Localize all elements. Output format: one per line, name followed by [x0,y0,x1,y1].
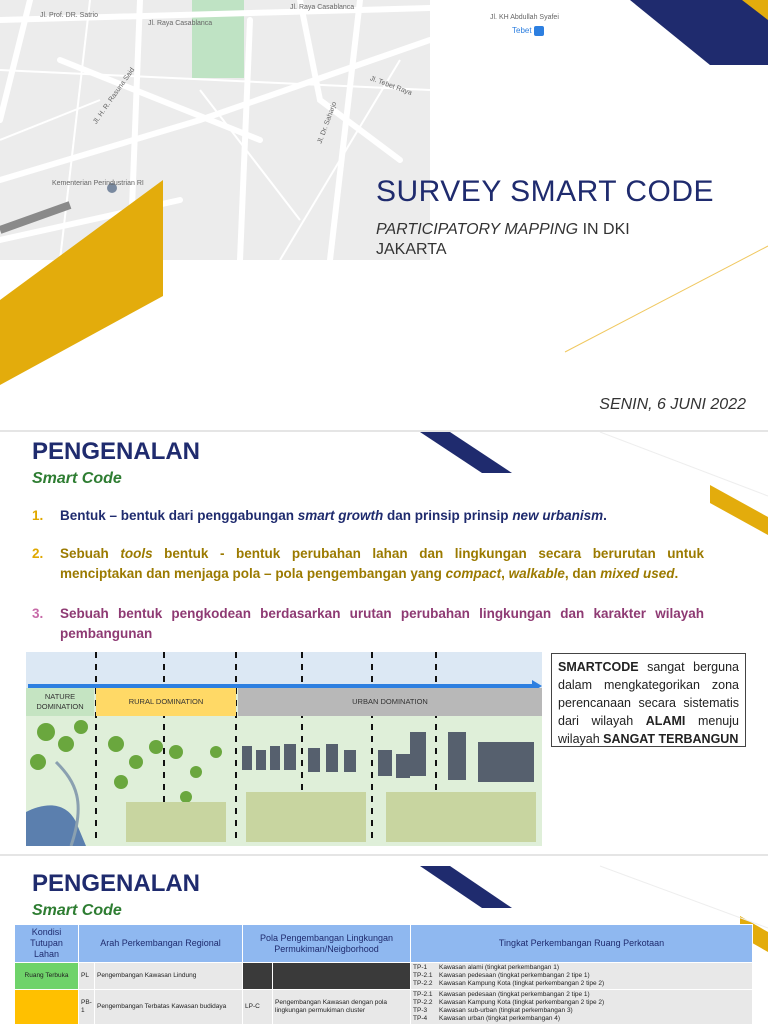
list-item: 2. Sebuah tools bentuk - bentuk perubahan lahan dan lingkungan secara berurutan untuk menciptakan dan menjaga pola – pola pengembangan yang compact, walkable, dan mixed used. [32,546,704,581]
subtitle-rest: IN DKI JAKARTA [376,221,630,258]
slide-subtitle: Smart Code [32,470,122,487]
list-item: 3. Sebuah bentuk pengkodean berdasarkan urutan perubahan lingkungan dan karakter wilayah pembangunan [32,606,704,641]
zone-urban: URBAN DOMINATION [238,688,542,716]
map-label-station: Tebet [512,26,532,35]
list-item: 1. Bentuk – bentuk dari penggabungan smart growth dan prinsip prinsip new urbanism. [32,506,704,526]
cell-empty [243,963,273,990]
cell-arah: Pengembangan Terbatas Kawasan budidaya [95,990,243,1024]
item-number: 3. [32,606,44,621]
intro-slide [0,432,768,854]
header-tingkat: Tingkat Perkembangan Ruang Perkotaan [411,925,753,963]
cell-tingkat: TP-1 Kawasan alami (tingkat perkembangan 1) TP-2.1 Kawasan pedesaan (tingkat perkembangan 2 tipe 1) TP-2.2 Kawasan Kampung Kota (tingkat perkembangan 2 tipe 2) [411,963,753,990]
cell-kondisi [15,990,79,1024]
map-label-street: Jl. H. R. Rasuna Said [92,66,137,126]
map-label-street: Jl. Raya Casablanca [148,20,213,27]
map-label-street: Jl. KH Abdullah Syafei [490,14,559,21]
header-arah: Arah Perkembangan Regional [79,925,243,963]
table-header-row [15,925,753,963]
cell-pola: Pengembangan Kawasan dengan pola lingkungan permukiman cluster [273,990,411,1024]
subtitle-italic: PARTICIPATORY MAPPING [376,221,579,238]
map-label-street: Jl. Prof. DR. Satrio [40,12,98,19]
classification-slide [0,856,768,1024]
cell-code: PL [79,963,95,990]
cell-empty [273,963,411,990]
slide-subtitle: Smart Code [32,902,122,919]
cover-date: SENIN, 6 JUNI 2022 [599,396,746,413]
map-label-street: Jl. Tebet Raya [368,75,413,97]
transect-diagram [26,652,542,846]
slide-title: PENGENALAN [32,870,201,897]
cell-kondisi: Ruang Terbuka [15,963,79,990]
decorative-shapes [0,0,768,430]
zone-bar [26,688,542,716]
cell-code: PB-1 [79,990,95,1024]
zone-rural: RURAL DOMINATION [96,688,236,716]
table-row [15,963,753,990]
cell-tingkat: TP-2.1 Kawasan pedesaan (tingkat perkembangan 2 tipe 1) TP-2.2 Kawasan Kampung Kota (tingkat perkembangan 2 tipe 2) TP-3 Kawasan sub-urban (tingkat perkembangan 3) TP-4 Kawasan urban (tingkat perkembangan 4) [411,990,753,1024]
cell-arah: Pengembangan Kawasan Lindung [95,963,243,990]
smartcode-table [14,924,753,1024]
header-pola: Pola Pengembangan Lingkungan Permukiman/Neigborhood [243,925,411,963]
cover-slide [0,0,768,430]
item-number: 1. [32,508,44,523]
cover-title: SURVEY SMART CODE [376,175,715,208]
transect-illustration [26,652,542,846]
map-label-street: Jl. Dr. Saharjo [316,100,339,145]
zone-nature: NATURE DOMINATION [26,688,94,716]
cover-subtitle [376,220,666,260]
table-row [15,990,753,1024]
smartcode-info-box: SMARTCODE sangat berguna dalam mengkategorikan zona perencanaan secara sistematis dari wilayah ALAMI menuju wilayah SANGAT TERBANGUN [551,653,746,747]
header-kondisi: Kondisi Tutupan Lahan [15,925,79,963]
map-label-street: Jl. Raya Casablanca [290,4,355,11]
slide-title: PENGENALAN [32,438,201,465]
cell-pola-code: LP-C [243,990,273,1024]
map-label-poi: Kementerian Perindustrian RI [52,180,144,187]
item-number: 2. [32,546,44,561]
